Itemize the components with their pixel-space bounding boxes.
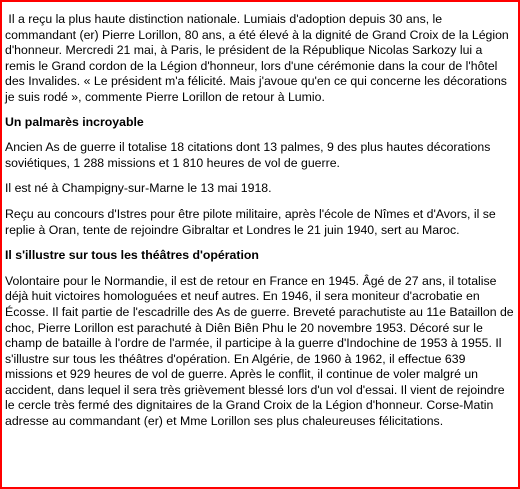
section-heading-palmares: Un palmarès incroyable bbox=[5, 114, 144, 129]
section-heading-theatres: Il s'illustre sur tous les théâtres d'opération bbox=[5, 248, 259, 263]
paragraph-career: Volontaire pour le Normandie, il est de retour en France en 1945. Âgé de 27 ans, il totalise déjà huit victoires homologuées et neuf autres. En 1946, il sera moniteur d'acrobatie en Écosse. Il fait partie de l'escadrille des As de guerre. Breveté parachutiste au 11e Bataillon de choc, Pierre Lorillon est parachuté à Diên Biên Phu le 20 novembre 1953. Décoré sur le champ de bataille à l'ordre de l'armée, il participe à la guerre d'Indochine de 1953 à 1955. Il s'illustre sur tous les théâtres d'opération. En Algérie, de 1960 à 1962, il effectue 639 missions et 929 heures de vol de guerre. Après le conflit, il continue de voler malgré un accident, dans lequel il sera très grièvement blessé lors d'un vol d'essai. Il vient de rejoindre le cercle très fermé des dignitaires de la Grand Croix de la Légion d'honneur. Corse-Matin adresse au commandant (er) et Mme Lorillon ses plus chaleureuses félicitations. bbox=[5, 273, 514, 429]
article-body bbox=[2, 2, 518, 430]
paragraph-birth: Il est né à Champigny-sur-Marne le 13 mai 1918. bbox=[5, 181, 272, 196]
paragraph-training: Reçu au concours d'Istres pour être pilote militaire, après l'école de Nîmes et d'Avors, il se replie à Oran, tente de rejoindre Gibraltar et Londres le 21 juin 1940, sert au Maroc. bbox=[5, 206, 496, 237]
article-intro: Il a reçu la plus haute distinction nationale. Lumiais d'adoption depuis 30 ans, le commandant (er) Pierre Lorillon, 80 ans, a été élevé à la dignité de Grand Croix de la Légion d'honneur. Mercredi 21 mai, à Paris, le président de la République Nicolas Sarkozy lui a remis le Grand cordon de la Légion d'honneur, lors d'une cérémonie dans la cour de l'hôtel des Invalides. « Le président m'a félicité. Mais j'avoue qu'en ce qui concerne les décorations je suis rodé », commente Pierre Lorillon de retour à Lumio. bbox=[5, 12, 509, 104]
paragraph-citations: Ancien As de guerre il totalise 18 citations dont 13 palmes, 9 des plus hautes décorations soviétiques, 1 288 missions et 1 810 heures de vol de guerre. bbox=[5, 140, 491, 170]
